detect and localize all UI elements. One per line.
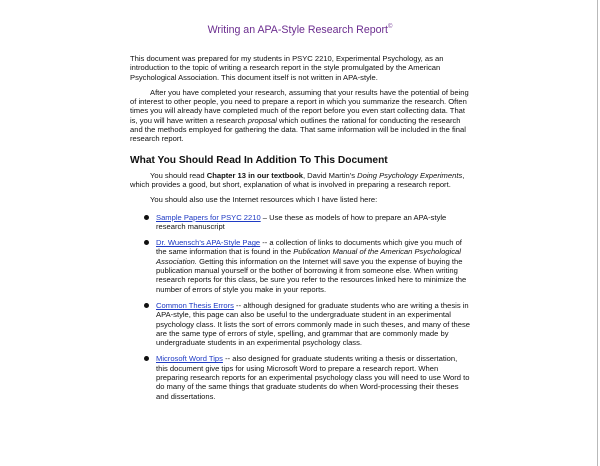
overview-text-start: After you have completed your research, assuming that your results have the potential of being of interest to other people, you need to prepare a report in which you summarize the research. Often times you will already have completed much of the report before you even start collecting data. That is, you will have written a research [130,87,469,125]
list-item-text: Getting this information on the Internet will save you the expense of buying the publication manual yourself or the bother of borrowing it from someone else. When writing research reports for this class, be sure you refer to the resources linked here to minimize the number of errors of style you make in your reports. [156,256,467,294]
publication-manual-title: Publication Manual of the American Psychological Association. [156,247,461,266]
list-item-text: -- a collection of links to documents which give you much of the same information that is found in the [156,238,462,257]
bullet-icon [144,240,149,245]
list-item-text: -- also designed for graduate students writing a thesis or dissertation, this document give tips for using Microsoft Word to prepare a research report. When preparing research reports for an experimental psychology class you will need to use Word to do many of the same things that graduate students do when Word-processing their theses and dissertations. [156,354,470,401]
internet-intro: You should also use the Internet resources which I have listed here: [150,195,378,205]
list-item [156,301,470,347]
proposal-term: proposal [247,115,277,125]
book-title: Doing Psychology Experiments [357,170,463,180]
word-tips-link[interactable]: Microsoft Word Tips [156,354,223,364]
apa-style-page-link[interactable]: Dr. Wuensch's APA-Style Page [156,238,261,248]
overview-text-end: which outlines the rational for conducting the research and the methods employed for gathering the data. That same information will be included in the final research report. [130,115,466,144]
resource-list [130,213,470,401]
section-heading: What You Should Read In Addition To This Document [130,154,388,166]
document-page [130,0,470,408]
title-text: Writing an APA-Style Research Report [207,24,388,36]
copyright-mark: © [387,24,393,30]
list-item-text: – Use these as models of how to prepare an APA-style research manuscript [156,212,447,231]
page-edge [597,0,598,466]
thesis-errors-link[interactable]: Common Thesis Errors [156,300,234,310]
bullet-icon [144,303,149,308]
bullet-icon [144,215,149,220]
overview-paragraph [130,88,470,144]
reading-paragraph [130,171,470,190]
intro-paragraph: This document was prepared for my students in PSYC 2210, Experimental Psychology, as an introduction to the topic of writing a research report in the style promulgated by the American Psychological Association. This document itself is not written in APA-style. [130,54,444,82]
sample-papers-link[interactable]: Sample Papers for PSYC 2210 [156,212,261,222]
list-item [156,238,470,294]
reading-text-start: You should read [150,170,207,180]
document-title [130,21,470,37]
list-item-text: -- although designed for graduate students who are writing a thesis in APA-style, this page can also be useful to the undergraduate student in an experimental psychology class. It lists the sort of errors commonly made in such theses, and many of these are the same type of errors of style, spelling, and grammar that are commonly made by undergraduate students in an experimental psychology class. [156,300,471,348]
bullet-icon [144,356,149,361]
reading-text-end: , which provides a good, but short, explanation of what is involved in preparing a research report. [130,170,465,189]
list-item [156,213,470,232]
textbook-chapter: Chapter 13 in our textbook [206,170,303,180]
list-item [156,354,470,400]
reading-text-middle: , David Martin's [302,170,358,180]
